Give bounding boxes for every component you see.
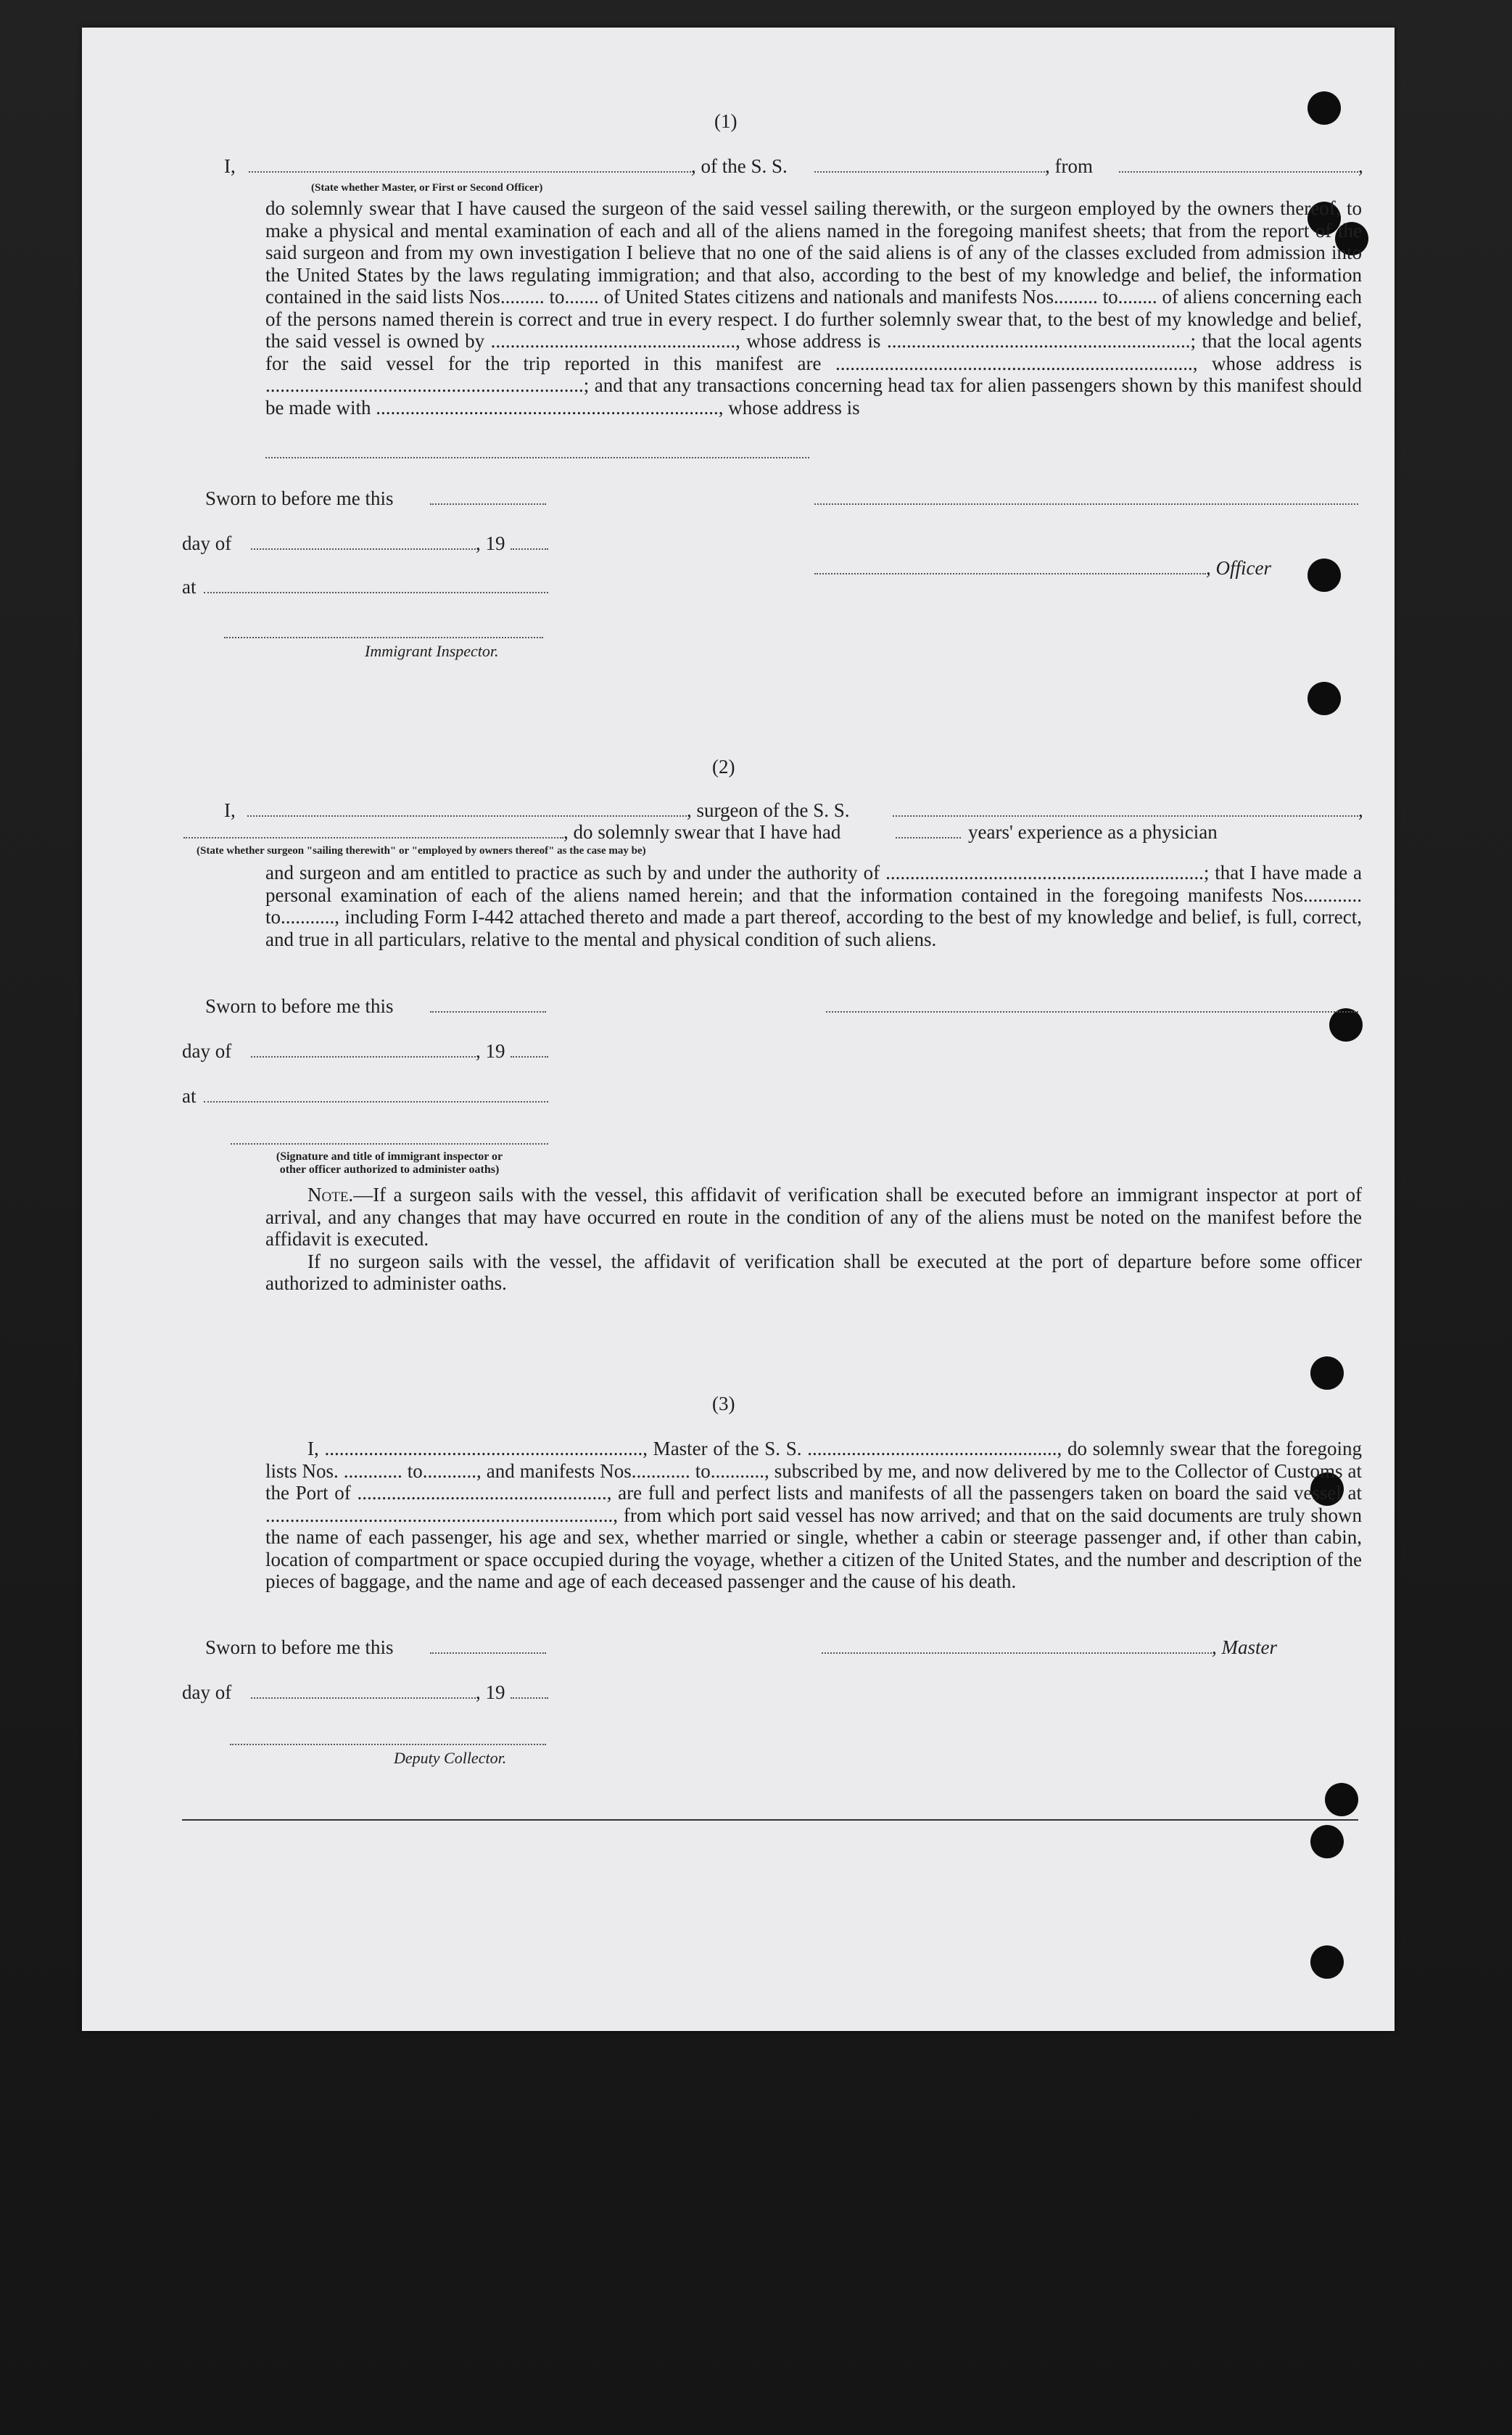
s1-inspector-blank[interactable] xyxy=(224,637,543,638)
s2-year: , 19 xyxy=(476,1040,505,1062)
s2-sworn: Sworn to before me this xyxy=(205,995,394,1017)
s2-year-blank[interactable] xyxy=(511,1056,548,1058)
s1-line1-i: I, xyxy=(224,155,236,177)
punch-hole xyxy=(1329,1008,1363,1042)
s2-hint: (State whether surgeon "sailing therewith" or "employed by owners thereof" as the case may be) xyxy=(197,845,646,857)
s1-body-text: do solemnly swear that I have caused the surgeon of the said vessel sailing therewith, or the surgeon employed by the owners thereof, to make a physical and mental examination of each and all of the aliens named in the foregoing manifest sheets; that from the report of the said surgeon and from my own investigation I believe that no one of the said aliens is of any of the classes excluded from admission into the United States by the laws regulating immigration; and that also, according to the best of my knowledge and belief, the information contained in the said lists Nos......... to....... of United States citizens and nationals and manifests Nos......... to........ of aliens concerning each of the persons named therein is correct and true in every respect. I do further solemnly swear that, to the best of my knowledge and belief, the said vessel is owned by .................................................., whose address is ..............................................................; that the local agents for the said vessel for the trip reported in this manifest are ........................................................................., whose address is .................................................................; and that any transactions concerning head tax for alien passengers shown by this manifest should be made with ......................................................................, whose address is xyxy=(265,197,1362,419)
s2-day-blank[interactable] xyxy=(251,1056,476,1058)
s1-from-blank[interactable] xyxy=(1119,171,1358,173)
s2-note xyxy=(265,1184,1362,1294)
s2-line1-i: I, xyxy=(224,799,236,821)
section-1-number: (1) xyxy=(714,110,738,132)
s1-officer: , Officer xyxy=(1206,557,1271,579)
s1-sworn: Sworn to before me this xyxy=(205,487,394,509)
document-page xyxy=(82,28,1395,2031)
s3-master: , Master xyxy=(1212,1636,1277,1658)
s2-line2-swear: , do solemnly swear that I have had xyxy=(563,821,841,843)
s1-line1-from: , from xyxy=(1045,155,1093,177)
bottom-rule xyxy=(182,1819,1358,1821)
s1-hint: (State whether Master, or First or Second Officer) xyxy=(311,182,543,194)
punch-hole xyxy=(1307,559,1341,592)
s2-type-blank[interactable] xyxy=(183,837,563,839)
s1-sworn-blank[interactable] xyxy=(430,503,546,505)
punch-hole xyxy=(1307,682,1341,715)
s2-at: at xyxy=(182,1085,197,1107)
s1-address-blank[interactable] xyxy=(265,457,809,458)
s2-body-text: and surgeon and am entitled to practice as such by and under the authority of .................................................................; that I have made a personal examination of each of the aliens named herein; and that the information contained in the foregoing manifests Nos............ to..........., including Form I-442 attached thereto and made a part thereof, according to the best of my knowledge and belief, is full, correct, and true in all particulars, relative to the mental and physical condition of such aliens. xyxy=(265,862,1362,950)
s2-sig-hint-2: other officer authorized to administer oaths) xyxy=(279,1163,500,1176)
s1-year-blank[interactable] xyxy=(511,548,548,550)
s3-collector-blank[interactable] xyxy=(230,1744,546,1745)
s1-year: , 19 xyxy=(476,532,505,554)
note-label: Note. xyxy=(307,1184,354,1206)
s1-line1-end: , xyxy=(1358,155,1363,177)
s1-signature-blank[interactable] xyxy=(814,503,1358,505)
s3-year-blank[interactable] xyxy=(511,1697,548,1699)
s2-sworn-blank[interactable] xyxy=(430,1011,546,1013)
s3-day-blank[interactable] xyxy=(251,1697,476,1699)
s3-day-of: day of xyxy=(182,1681,232,1703)
section-2-number: (2) xyxy=(712,756,735,778)
s3-body xyxy=(265,1438,1362,1641)
s1-vessel-blank[interactable] xyxy=(814,171,1045,173)
s1-at-blank[interactable] xyxy=(204,592,548,593)
s2-name-blank[interactable] xyxy=(247,815,687,817)
s1-day-blank[interactable] xyxy=(251,548,476,550)
s2-day-of: day of xyxy=(182,1040,232,1062)
s1-officer-blank[interactable] xyxy=(814,573,1206,574)
note-body: —If a surgeon sails with the vessel, this affidavit of verification shall be executed before an immigrant inspector at port of arrival, and any changes that may have occurred en route in the condition of any of the aliens must be noted on the manifest before the affidavit is executed. xyxy=(265,1184,1362,1250)
s2-body xyxy=(265,862,1362,956)
s2-years-blank[interactable] xyxy=(896,837,961,839)
punch-hole xyxy=(1307,91,1341,125)
punch-hole xyxy=(1310,1356,1344,1390)
s1-at: at xyxy=(182,576,197,598)
s2-signature-blank[interactable] xyxy=(826,1011,1358,1013)
s2-at-blank[interactable] xyxy=(204,1101,548,1103)
s3-year: , 19 xyxy=(476,1681,505,1703)
s3-master-blank[interactable] xyxy=(822,1652,1212,1654)
section-3-number: (3) xyxy=(712,1393,735,1414)
s3-body-text: I, ................................................................., Master of the S. S. ..................................................., do solemnly swear that the foregoing lists Nos. ............ to..........., and manifests Nos............ to..........., subscribed by me, and now delivered by me to the Collector of Customs at the Port of ..................................................., are full and perfect lists and manifests of all the passengers taken on board the said vessel at ......................................................................., from which port said vessel has now arrived; and that on the said documents are truly shown the name of each passenger, his age and sex, whether married or single, whether a cabin or steerage passenger and, if other than cabin, location of compartment or space occupied during the voyage, whether a citizen of the United States, and the number and description of the pieces of baggage, and the name and age of each deceased passenger and the cause of his death. xyxy=(265,1438,1362,1592)
s3-sworn: Sworn to before me this xyxy=(205,1636,394,1658)
s2-vessel-blank[interactable] xyxy=(893,815,1358,817)
s3-sworn-blank[interactable] xyxy=(430,1652,546,1654)
s1-body xyxy=(265,197,1362,437)
s2-line2-years: years' experience as a physician xyxy=(968,821,1218,843)
s1-inspector: Immigrant Inspector. xyxy=(365,642,499,660)
s2-note-text-2: If no surgeon sails with the vessel, the affidavit of verification shall be executed at the port of departure before some officer authorized to administer oaths. xyxy=(265,1250,1362,1294)
punch-hole xyxy=(1310,1945,1344,1979)
s2-line1-surgeon: , surgeon of the S. S. xyxy=(687,799,850,821)
punch-hole xyxy=(1325,1783,1358,1816)
s2-sig-hint-1: (Signature and title of immigrant inspector or xyxy=(276,1150,503,1163)
s1-day-of: day of xyxy=(182,532,232,554)
s1-line1-of-ss: , of the S. S. xyxy=(691,155,788,177)
s2-line1-end: , xyxy=(1358,799,1363,821)
s1-name-blank[interactable] xyxy=(249,171,691,173)
s3-collector: Deputy Collector. xyxy=(394,1749,507,1767)
punch-hole xyxy=(1310,1825,1344,1858)
s2-sig-blank[interactable] xyxy=(231,1143,548,1145)
s2-note-text xyxy=(265,1184,1362,1251)
